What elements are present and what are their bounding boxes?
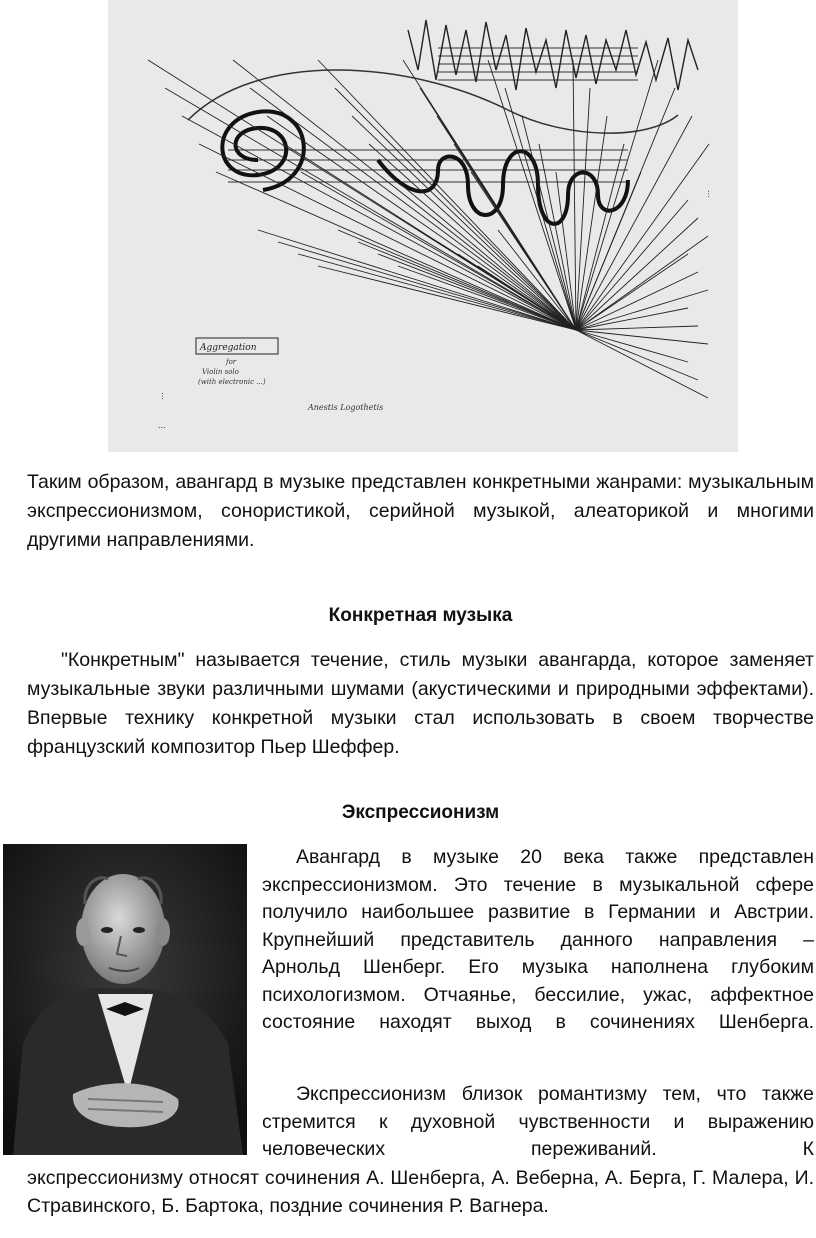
ray-line [398,266,576,330]
schoenberg-portrait [3,844,247,1155]
graphic-score-drawing [108,0,738,452]
ray-line [576,290,708,330]
ray-line [576,330,688,362]
ray-line [352,116,576,330]
annotation-bottom-note: ... [158,421,166,430]
ray-line [216,172,576,330]
ray-line [576,272,698,330]
ray-line [233,60,576,330]
intro-paragraph: Таким образом, авангард в музыке представлен конкретными жанрами: музыкальным экспрессионизмом, сонористикой, серийной музыкой, алеаторикой и многими другими направлениями. [27,471,814,551]
expressionism-heading: Экспрессионизм [341,802,500,823]
concrete-music-heading: Конкретная музыка [328,605,513,626]
annotation-box-title: Aggregation [200,343,257,353]
annotation-box-line1: for [226,358,237,366]
ray-line [165,88,576,330]
ray-line [576,116,692,330]
annotation-left-margin: ... [156,392,165,400]
ray-line [358,242,576,330]
staff-lines [228,48,638,182]
ray-line [576,330,708,398]
ray-line [576,330,698,380]
ray-line [301,172,576,330]
expressionism-paragraph-2-continuation: экспрессионизму относят сочинения А. Шенберга, А. Веберна, А. Берга, Г. Малера, И. Стравинского, Б. Бартока, поздние сочинения Р. Вагнера. [27,1167,814,1217]
ray-line [573,60,576,330]
concrete-music-paragraph: "Конкретным" называется течение, стиль музыки авангарда, которое заменяет музыкальные звуки различными шумами (акустическими и природными эффектами). Впервые технику конкретной музыки стал использовать в своем творчестве французский композитор Пьер Шеффер. [27,649,814,758]
graphic-score-image [108,0,738,452]
ray-line [576,144,709,330]
annotation-right-margin: ... [706,190,715,198]
annotation-signature: Anestis Logothetis [308,403,384,412]
ray-line [576,116,607,330]
expressionism-paragraph-1: Авангард в музыке 20 века также представлен экспрессионизмом. Это течение в музыкальной сфере получило наибольшее развитие в Германии и Австрии. Крупнейший представитель данного направления – Арнольд Шенберг. Его музыка наполнена глубоким психологизмом. Отчаянье, бессилие, ужас, аффектное состояние находят выход в сочинениях Шенберга. [262,846,814,1033]
ray-line [576,60,658,330]
portrait-drawing [3,844,247,1155]
ray-line [576,88,675,330]
ray-line [576,88,590,330]
ray-line [576,218,698,330]
annotation-box-line2: Violin solo [202,368,239,376]
ray-line [250,88,576,330]
ray-line [576,330,708,344]
ray-line [278,242,576,330]
expressionism-paragraph-2-wrapped: Экспрессионизм близок романтизму тем, что также стремится к духовной чувственности и выражению человеческих переживаний. К [262,1083,814,1160]
annotation-box-line3: (with electronic ...) [198,378,266,386]
